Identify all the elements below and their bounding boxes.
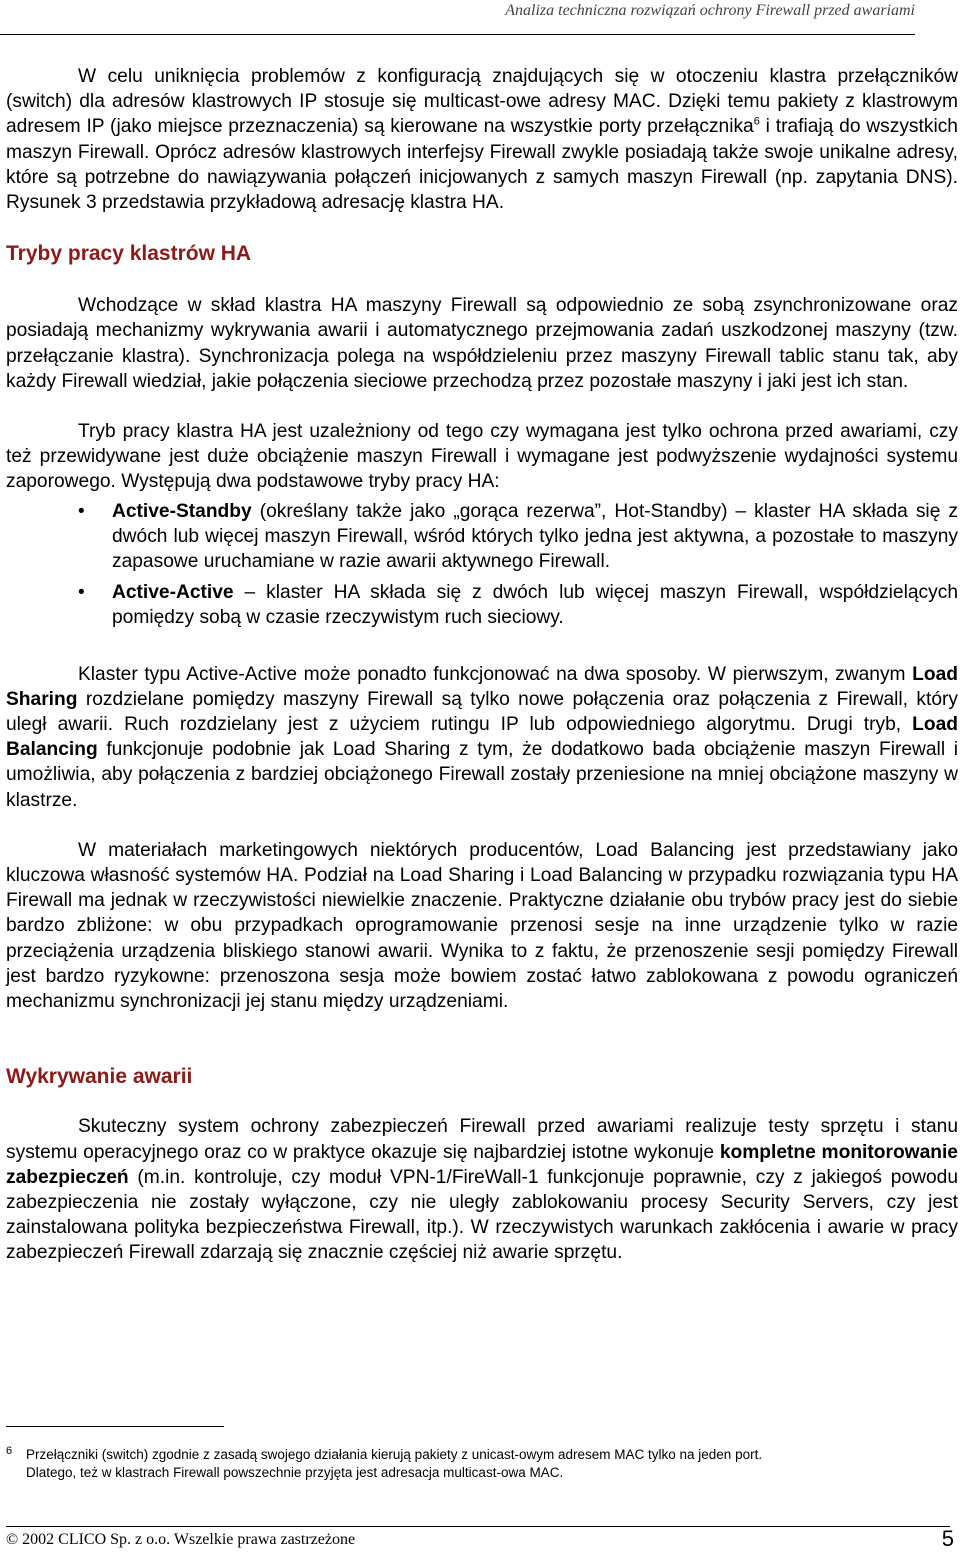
running-header-title: Analiza techniczna rozwiązań ochrony Firewall przed awariami	[505, 2, 915, 19]
paragraph-multicast-part1: W celu uniknięcia problemów z konfiguracją znajdujących się w otoczeniu klastra przełączników (switch) dla adresów klastrowych IP stosuje się multicast-owe adresy MAC. Dzięki temu pakiety z klastrowym adresem IP (jako miejsce przeznaczenia) są kierowane na wszystkie porty przełącznika	[6, 66, 958, 138]
footer-divider	[6, 1526, 950, 1527]
paragraph-failure-detection	[6, 1114, 958, 1265]
text-run: Klaster typu Active-Active może ponadto funkcjonować na dwa sposoby. W pierwszym, zwanym	[78, 663, 913, 685]
footnote-line-1: Przełączniki (switch) zgodnie z zasadą swojego działania kierują pakiety z unicast-owym adresem MAC tylko na jeden port.	[26, 1447, 763, 1462]
text-run: funkcjonuje podobnie jak Load Sharing z tym, że dodatkowo bada obciążenie maszyn Firewall i umożliwia, aby połączenia z bardziej obciążonego Firewall zostały przeniesione na mniej obciążone maszyny w klastrze.	[6, 739, 958, 811]
page-number: 5	[941, 1526, 954, 1551]
list-item-text: (określany także jako „gorąca rezerwa”, Hot-Standby) – klaster HA składa się z dwóch lub więcej maszyn Firewall, wśród których tylko jedna jest aktywna, a pozostałe to maszyny zapasowe uruchamiane w razie awarii aktywnego Firewall.	[112, 500, 958, 573]
footnote-reference[interactable]: 6	[753, 116, 760, 129]
footer-copyright: © 2002 CLICO Sp. z o.o. Wszelkie prawa zastrzeżone	[6, 1531, 356, 1548]
list-item-active-standby	[6, 499, 958, 575]
term-active-standby: Active-Standby	[112, 500, 252, 522]
bullet-icon: •	[78, 582, 85, 604]
list-item-active-active	[6, 580, 958, 630]
section-heading-failure-detection: Wykrywanie awarii	[6, 1065, 193, 1089]
paragraph-multicast-part2: i trafiają do wszystkich maszyn Firewall. Oprócz adresów klastrowych interfejsy Firewall zwykle posiadają także swoje unikalne adresy, które są potrzebne do nawiązywania połączeń inicjowanych z samych maszyn Firewall (np. zapytania DNS). Rysunek 3 przedstawia przykładową adresację klastra HA.	[6, 116, 958, 214]
paragraph-synchronization: Wchodzące w skład klastra HA maszyny Firewall są odpowiednio ze sobą zsynchronizowane oraz posiadają mechanizmy wykrywania awarii i automatycznego przejmowania zadań uszkodzonej maszyny (tzw. przełączanie klastra). Synchronizacja polega na współdzieleniu przez maszyny Firewall tablic stanu tak, aby każdy Firewall wiedział, jakie połączenia sieciowe przechodzą przez pozostałe maszyny i jaki jest ich stan.	[6, 295, 958, 392]
paragraph-load-sharing	[6, 662, 958, 813]
text-run: (m.in. kontroluje, czy moduł VPN-1/FireWall-1 funkcjonuje poprawnie, czy z jakiegoś powodu zabezpieczenia nie zostały wyłączone, czy nie uległy zablokowaniu procesy Security Servers, czy jest zainstalowana polityka bezpieczeństwa Firewall, itp.). W rzeczywistych warunkach zakłócenia i awarie w pracy zabezpieczeń Firewall zdarzają się znacznie częściej niż awarie sprzętu.	[6, 1166, 958, 1264]
term-active-active: Active-Active	[112, 582, 234, 604]
document-body	[6, 64, 958, 1266]
ha-modes-list	[6, 499, 958, 631]
term-load-balancing: Load Balancing	[6, 714, 958, 761]
paragraph-cluster-mode: Tryb pracy klastra HA jest uzależniony od tego czy wymagana jest tylko ochrona przed awariami, czy też przewidywane jest duże obciążenie maszyn Firewall i wymagane jest podwyższenie wydajności systemu zaporowego. Występują dwa podstawowe tryby pracy HA:	[6, 421, 958, 493]
paragraph-marketing: W materiałach marketingowych niektórych producentów, Load Balancing jest przedstawiany jako kluczowa własność systemów HA. Podział na Load Sharing i Load Balancing w przypadku rozwiązania typu HA Firewall ma jednak w rzeczywistości niewielkie znaczenie. Praktyczne działanie obu trybów pracy jest do siebie bardzo zbliżone: w obu przypadkach oprogramowanie przenosi sesje na inne urządzenie tylko w razie przeciążenia urządzenia bliskiego stanowi awarii. Wynika to z faktu, że przenoszenie sesji pomiędzy Firewall jest bardzo ryzykowne: przenoszona sesja może bowiem zostać łatwo zablokowana z powodu ograniczeń mechanizmu synchronizacji jej stanu między urządzeniami.	[6, 839, 958, 1013]
term-complete-monitoring: kompletne monitorowanie zabezpieczeń	[6, 1141, 958, 1188]
footnote-line-2: Dlatego, też w klastrach Firewall powszechnie przyjęta jest adresacja multicast-owa MAC.	[26, 1465, 564, 1480]
term-load-sharing: Load Sharing	[6, 663, 958, 710]
footnote-divider	[6, 1426, 224, 1427]
footnote	[6, 1446, 936, 1482]
footnote-number: 6	[6, 1445, 13, 1457]
paragraph-multicast	[6, 64, 958, 215]
list-item-text: – klaster HA składa się z dwóch lub więcej maszyn Firewall, współdzielących pomiędzy sobą w czasie rzeczywistym ruch sieciowy.	[112, 582, 958, 629]
bullet-icon: •	[78, 500, 85, 522]
page-header	[0, 0, 915, 35]
text-run: rozdzielane pomiędzy maszyny Firewall są tylko nowe połączenia oraz połączenia z Firewall, który uległ awarii. Ruch rozdzielany jest z użyciem rutingu IP lub odpowiedniego algorytmu. Drugi tryb,	[6, 688, 958, 736]
text-run: Skuteczny system ochrony zabezpieczeń Firewall przed awariami realizuje testy sprzętu i stanu systemu operacyjnego oraz co w praktyce okazuje się najbardziej istotne wykonuje	[6, 1116, 958, 1163]
section-heading-cluster-modes: Tryby pracy klastrów HA	[6, 242, 252, 266]
